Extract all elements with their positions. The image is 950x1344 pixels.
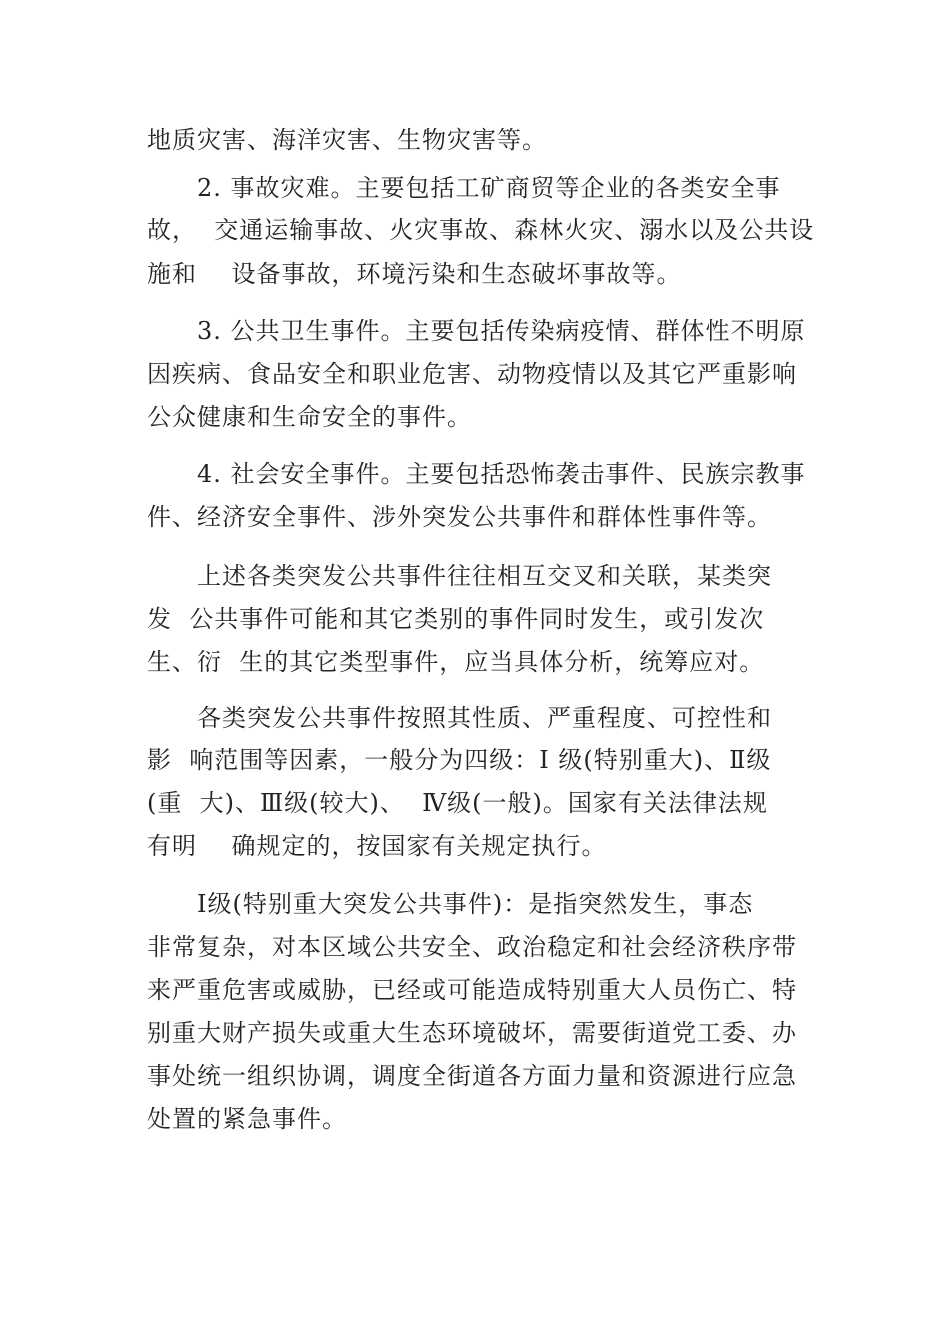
- paragraph-line: 处置的紧急事件。: [147, 1105, 347, 1133]
- paragraph-line: 有明 确规定的，按国家有关规定执行。: [147, 832, 607, 860]
- paragraph-line: 因疾病、食品安全和职业危害、动物疫情以及其它严重影响: [147, 360, 797, 388]
- paragraph-line: 公众健康和生命安全的事件。: [147, 403, 472, 431]
- paragraph-line: 发 公共事件可能和其它类别的事件同时发生，或引发次: [147, 605, 765, 633]
- paragraph-line: 来严重危害或威胁，已经或可能造成特别重大人员伤亡、特: [147, 976, 797, 1004]
- paragraph-line: 件、经济安全事件、涉外突发公共事件和群体性事件等。: [147, 503, 772, 531]
- paragraph-line: 4. 社会安全事件。主要包括恐怖袭击事件、民族宗教事: [197, 460, 806, 488]
- paragraph-line: 别重大财产损失或重大生态环境破坏，需要街道党工委、办: [147, 1019, 797, 1047]
- paragraph-line: 3. 公共卫生事件。主要包括传染病疫情、群体性不明原: [197, 317, 806, 345]
- paragraph-line: 上述各类突发公共事件往往相互交叉和关联，某类突: [197, 562, 772, 590]
- paragraph-line: Ⅰ级(特别重大突发公共事件)：是指突然发生，事态: [197, 890, 754, 918]
- paragraph-line: 生、衍 生的其它类型事件，应当具体分析，统筹应对。: [147, 648, 765, 676]
- paragraph-line: 非常复杂，对本区域公共安全、政治稳定和社会经济秩序带: [147, 933, 797, 961]
- paragraph-line: 影 响范围等因素，一般分为四级：Ⅰ 级(特别重大)、Ⅱ级: [147, 746, 772, 774]
- paragraph-line: 施和 设备事故，环境污染和生态破坏事故等。: [147, 260, 682, 288]
- paragraph-line: (重 大)、Ⅲ级(较大)、 Ⅳ级(一般)。国家有关法律法规: [147, 789, 768, 817]
- paragraph-line: 事处统一组织协调，调度全街道各方面力量和资源进行应急: [147, 1062, 797, 1090]
- paragraph-line: 2. 事故灾难。主要包括工矿商贸等企业的各类安全事: [197, 174, 781, 202]
- paragraph-line: 各类突发公共事件按照其性质、严重程度、可控性和: [197, 704, 772, 732]
- paragraph-line: 地质灾害、海洋灾害、生物灾害等。: [147, 126, 547, 154]
- paragraph-line: 故， 交通运输事故、火灾事故、森林火灾、溺水以及公共设: [147, 216, 815, 244]
